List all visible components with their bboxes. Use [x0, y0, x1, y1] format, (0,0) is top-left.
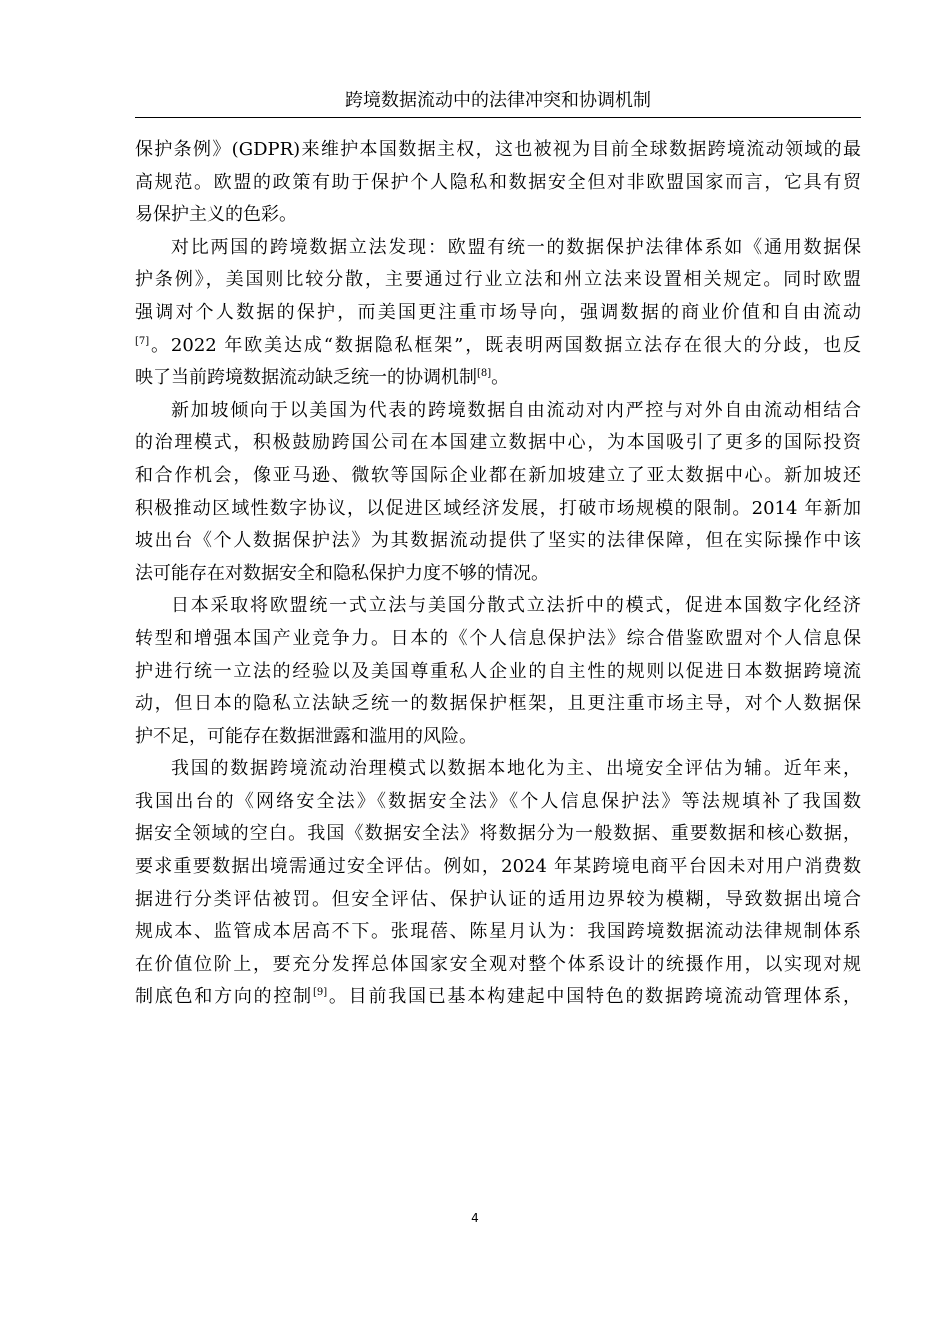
text-line: 保护条例》(GDPR)来维护本国数据主权，这也被视为目前全球数据跨境流动领域的最	[135, 139, 861, 160]
text-line: 护进行统一立法的经验以及美国尊重私人企业的自主性的规则以促进日本数据跨境流	[135, 660, 861, 682]
text-line: 日本采取将欧盟统一式立法与美国分散式立法折中的模式，促进本国数字化经济	[171, 595, 861, 617]
text-line: 护条例》，美国则比较分散，主要通过行业立法和州立法来设置相关规定。同时欧盟	[135, 269, 861, 291]
text-line: 我国的数据跨境流动治理模式以数据本地化为主、出境安全评估为辅。近年来，	[171, 758, 861, 780]
text-line: 对比两国的跨境数据立法发现：欧盟有统一的数据保护法律体系如《通用数据保	[171, 236, 861, 258]
citation-ref: [9]	[312, 987, 328, 999]
text-line: 据进行分类评估被罚。但安全评估、保护认证的适用边界较为模糊，导致数据出境合	[135, 888, 861, 910]
text-line: 易保护主义的色彩。	[135, 204, 297, 226]
text-line: 在价值位阶上，要充分发挥总体国家安全观对整个体系设计的统摄作用，以实现对规	[135, 953, 861, 975]
text-line: 法可能存在对数据安全和隐私保护力度不够的情况。	[135, 562, 549, 584]
text-line: 强调对个人数据的保护，而美国更注重市场导向，强调数据的商业价值和自由流动	[135, 301, 861, 323]
text-line: [7]。2022 年欧美达成“数据隐私框架”，既表明两国数据立法存在很大的分歧，也反	[135, 334, 861, 356]
text-line: 要求重要数据出境需通过安全评估。例如，2024 年某跨境电商平台因未对用户消费数	[135, 856, 861, 878]
text-line: 护不足，可能存在数据泄露和滥用的风险。	[135, 725, 477, 747]
text-line: 和合作机会，像亚马逊、微软等国际企业都在新加坡建立了亚太数据中心。新加坡还	[135, 464, 861, 486]
body-text	[135, 134, 861, 1014]
text-line: 转型和增强本国产业竞争力。日本的《个人信息保护法》综合借鉴欧盟对个人信息保	[135, 627, 861, 649]
text-line: 制底色和方向的控制[9]。目前我国已基本构建起中国特色的数据跨境流动管理体系，	[135, 986, 861, 1008]
text-line: 映了当前跨境数据流动缺乏统一的协调机制[8]。	[135, 367, 510, 389]
text-line: 动，但日本的隐私立法缺乏统一的数据保护框架，且更注重市场主导，对个人数据保	[135, 693, 861, 715]
page-number: 4	[471, 1211, 479, 1225]
citation-ref: [8]	[477, 368, 492, 380]
text-line: 高规范。欧盟的政策有助于保护个人隐私和数据安全但对非欧盟国家而言，它具有贸	[135, 171, 861, 193]
text-line: 我国出台的《网络安全法》《数据安全法》《个人信息保护法》等法规填补了我国数	[135, 790, 861, 812]
text-line: 新加坡倾向于以美国为代表的跨境数据自由流动对内严控与对外自由流动相结合	[171, 399, 861, 421]
running-header: 跨境数据流动中的法律冲突和协调机制	[345, 90, 651, 111]
text-line: 的治理模式，积极鼓励跨国公司在本国建立数据中心，为本国吸引了更多的国际投资	[135, 432, 861, 454]
header-rule	[135, 117, 861, 118]
text-line: 规成本、监管成本居高不下。张琨蓓、陈星月认为：我国跨境数据流动法律规制体系	[135, 921, 861, 943]
citation-ref: [7]	[135, 335, 150, 347]
text-line: 坡出台《个人数据保护法》为其数据流动提供了坚实的法律保障，但在实际操作中该	[135, 530, 861, 552]
text-line: 据安全领域的空白。我国《数据安全法》将数据分为一般数据、重要数据和核心数据，	[135, 823, 861, 845]
text-line: 积极推动区域性数字协议，以促进区域经济发展，打破市场规模的限制。2014 年新加	[135, 497, 861, 519]
